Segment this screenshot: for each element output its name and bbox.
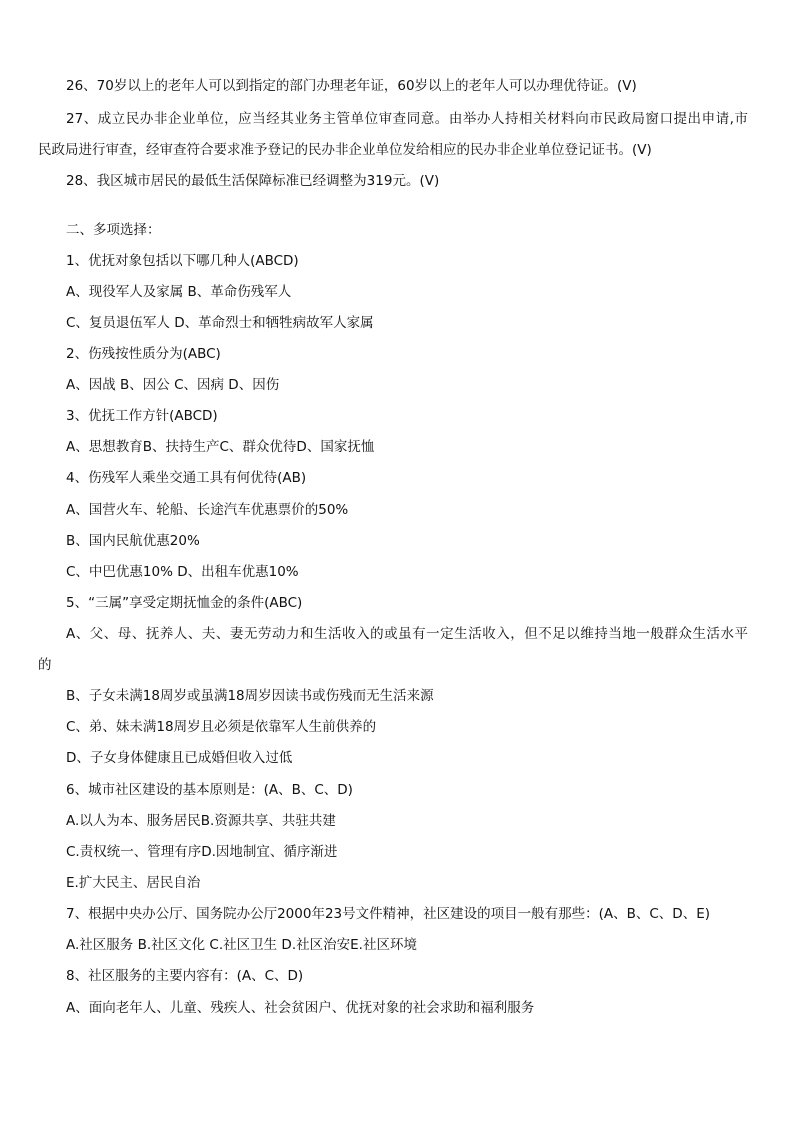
mc-question-6-options-cd: C.责权统一、管理有序D.因地制宜、循序渐进 xyxy=(66,844,338,860)
section-title-multiple-choice: 二、多项选择： xyxy=(66,222,161,238)
mc-question-5-option-d: D、子女身体健康且已成婚但收入过低 xyxy=(66,750,293,766)
mc-question-8: 8、社区服务的主要内容有：(A、C、D) xyxy=(66,968,304,984)
mc-question-1: 1、优抚对象包括以下哪几种人(ABCD) xyxy=(66,253,299,269)
mc-question-5-option-a-line-2: 的 xyxy=(38,657,52,673)
mc-question-6: 6、城市社区建设的基本原则是：(A、B、C、D) xyxy=(66,782,353,798)
mc-question-7: 7、根据中央办公厅、国务院办公厅2000年23号文件精神，社区建设的项目一般有那些：(A、B、C、D、E) xyxy=(66,906,711,922)
mc-question-5-option-b: B、子女未满18周岁或虽满18周岁因读书或伤残而无生活来源 xyxy=(66,688,434,704)
question-27-line-2: 民政局进行审查，经审查符合要求准予登记的民办非企业单位发给相应的民办非企业单位登记证书。(V) xyxy=(38,142,652,158)
mc-question-6-option-e: E.扩大民主、居民自治 xyxy=(66,875,201,891)
mc-question-1-options-ab: A、现役军人及家属 B、革命伤残军人 xyxy=(66,284,292,300)
mc-question-5-option-c: C、弟、妹未满18周岁且必须是依靠军人生前供养的 xyxy=(66,719,377,735)
question-28: 28、我区城市居民的最低生活保障标准已经调整为319元。(V) xyxy=(66,173,440,189)
mc-question-8-option-a: A、面向老年人、儿童、残疾人、社会贫困户、优抚对象的社会求助和福利服务 xyxy=(66,1000,535,1016)
mc-question-6-options-ab: A.以人为本、服务居民B.资源共享、共驻共建 xyxy=(66,813,336,829)
question-26: 26、70岁以上的老年人可以到指定的部门办理老年证，60岁以上的老年人可以办理优待证。(V) xyxy=(66,78,637,94)
mc-question-5: 5、“三属”享受定期抚恤金的条件(ABC) xyxy=(66,595,303,611)
mc-question-3: 3、优抚工作方针(ABCD) xyxy=(66,408,218,424)
mc-question-4-option-b: B、国内民航优惠20% xyxy=(66,533,200,549)
question-27-line-1: 27、成立民办非企业单位，应当经其业务主管单位审查同意。由举办人持相关材料向市民政局窗口提出申请,市 xyxy=(66,111,748,127)
mc-question-3-options: A、思想教育B、扶持生产C、群众优待D、国家抚恤 xyxy=(66,439,375,455)
mc-question-7-options: A.社区服务 B.社区文化 C.社区卫生 D.社区治安E.社区环境 xyxy=(66,937,417,953)
mc-question-1-options-cd: C、复员退伍军人 D、革命烈士和牺牲病故军人家属 xyxy=(66,315,374,331)
mc-question-4-option-a: A、国营火车、轮船、长途汽车优惠票价的50% xyxy=(66,502,349,518)
mc-question-4: 4、伤残军人乘坐交通工具有何优待(AB) xyxy=(66,470,307,486)
mc-question-2: 2、伤残按性质分为(ABC) xyxy=(66,346,221,362)
mc-question-4-options-cd: C、中巴优惠10% D、出租车优惠10% xyxy=(66,564,299,580)
mc-question-2-options: A、因战 B、因公 C、因病 D、因伤 xyxy=(66,377,280,393)
mc-question-5-option-a-line-1: A、父、母、抚养人、夫、妻无劳动力和生活收入的或虽有一定生活收入，但不足以维持当地一般群众生活水平 xyxy=(66,626,748,642)
